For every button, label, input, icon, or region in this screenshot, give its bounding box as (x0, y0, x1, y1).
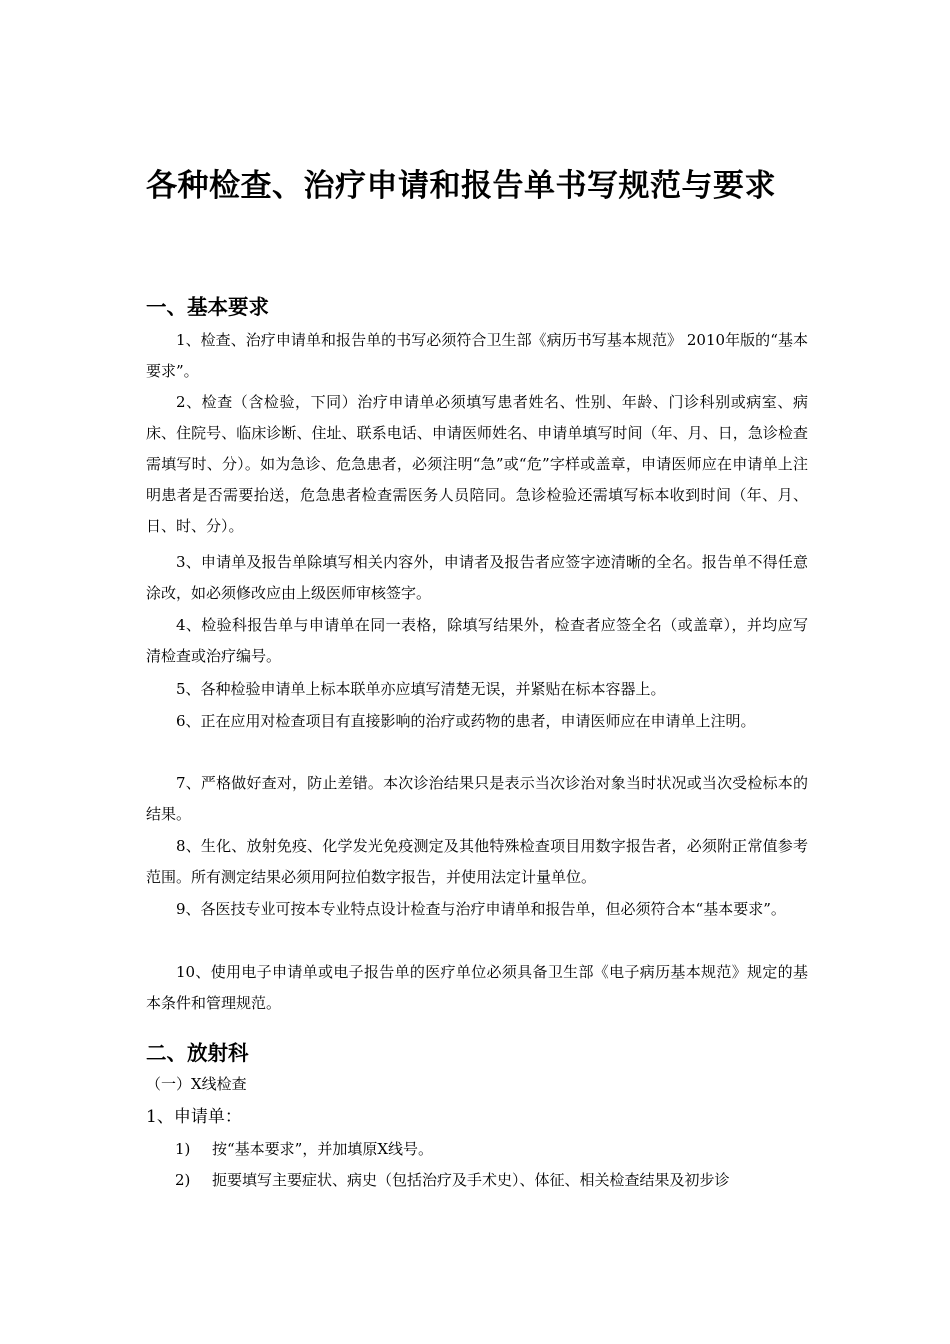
subsection-xray: （一）X线检查 (146, 1075, 247, 1093)
list-item-number: 1) (175, 1140, 191, 1158)
paragraph-item-8: 8、生化、放射免疫、化学发光免疫测定及其他特殊检查项目用数字报告者，必须附正常值参考范围。所有测定结果必须用阿拉伯数字报告，并使用法定计量单位。 (146, 837, 808, 886)
document-title: 各种检查、治疗申请和报告单书写规范与要求 (146, 168, 776, 204)
list-item-number: 2) (175, 1171, 191, 1189)
section-heading-basic-requirements: 一、基本要求 (146, 295, 269, 319)
paragraph-item-7: 7、严格做好查对，防止差错。本次诊治结果只是表示当次诊治对象当时状况或当次受检标本的结果。 (146, 774, 808, 823)
paragraph-item-10: 10、使用电子申请单或电子报告单的医疗单位必须具备卫生部《电子病历基本规范》规定的基本条件和管理规范。 (146, 963, 808, 1012)
paragraph-item-2: 2、检查（含检验，下同）治疗申请单必须填写患者姓名、性别、年龄、门诊科别或病室、病床、住院号、临床诊断、住址、联系电话、申请医师姓名、申请单填写时间（年、月、日，急诊检查需填写时、分）。如为急诊、危急患者，必须注明“急”或“危”字样或盖章，申请医师应在申请单上注明患者是否需要抬送，危急患者检查需医务人员陪同。急诊检验还需填写标本收到时间（年、月、日、时、分）。 (146, 393, 808, 535)
paragraph-item-5: 5、各种检验申请单上标本联单亦应填写清楚无误，并紧贴在标本容器上。 (176, 680, 666, 698)
paragraph-item-4: 4、检验科报告单与申请单在同一表格，除填写结果外，检查者应签全名（或盖章），并均应写清检查或治疗编号。 (146, 616, 808, 665)
subheading-request-form: 1、申请单： (146, 1107, 242, 1127)
list-item-text: 扼要填写主要症状、病史（包括治疗及手术史）、体征、相关检查结果及初步诊 (212, 1171, 730, 1189)
paragraph-item-9: 9、各医技专业可按本专业特点设计检查与治疗申请单和报告单，但必须符合本“基本要求”。 (176, 900, 786, 918)
list-item-text: 按“基本要求”，并加填原X线号。 (212, 1140, 434, 1158)
paragraph-item-1: 1、检查、治疗申请单和报告单的书写必须符合卫生部《病历书写基本规范》 2010年版的“基本要求”。 (146, 331, 808, 380)
paragraph-item-6: 6、正在应用对检查项目有直接影响的治疗或药物的患者，申请医师应在申请单上注明。 (176, 712, 756, 730)
section-heading-radiology: 二、放射科 (146, 1041, 249, 1065)
list-item (175, 1134, 808, 1165)
paragraph-item-3: 3、申请单及报告单除填写相关内容外，申请者及报告者应签字迹清晰的全名。报告单不得任意涂改，如必须修改应由上级医师审核签字。 (146, 553, 808, 602)
list-item (175, 1165, 808, 1196)
